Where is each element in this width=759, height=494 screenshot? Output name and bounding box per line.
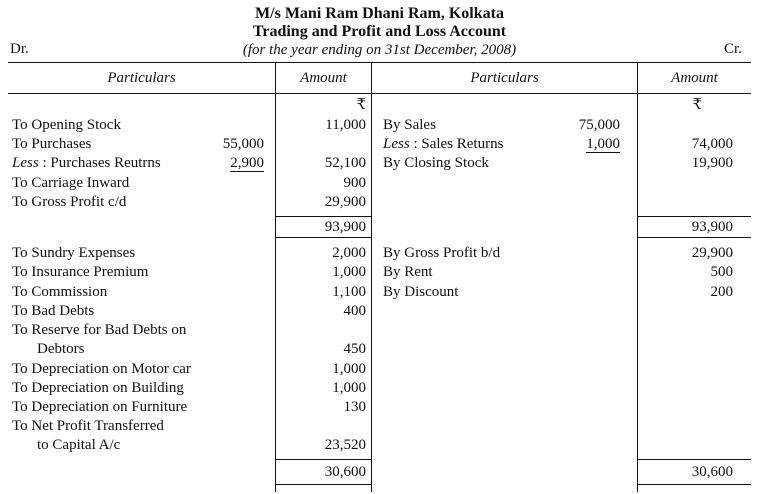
less-label: Less — [12, 155, 39, 171]
pl-debit-label: To Bad Debts — [12, 303, 95, 319]
pl-debit-label: To Insurance Premium — [12, 264, 149, 280]
trading-debit-label: To Gross Profit c/d — [12, 194, 127, 210]
currency-symbol-left: ₹ — [356, 97, 366, 113]
trading-total-rule-right — [638, 216, 751, 217]
pl-debit-label: To Sundry Expenses — [12, 245, 136, 261]
col-particulars-right: Particulars — [470, 70, 539, 86]
trading-credit-inner-amount: 1,000 — [586, 136, 620, 152]
pl-credit-amount: 29,900 — [691, 245, 733, 261]
pl-debit-label: To Depreciation on Furniture — [12, 399, 188, 415]
dr-label: Dr. — [10, 41, 29, 57]
pl-debit-amount: 1,000 — [332, 264, 366, 280]
pl-debit-label: To Depreciation on Building — [12, 380, 184, 396]
trading-credit-amount: 19,900 — [691, 155, 733, 171]
pl-credit-label: By Discount — [383, 284, 459, 300]
pl-debit-amount: 1,000 — [332, 380, 366, 396]
pl-credit-amount: 200 — [710, 284, 733, 300]
pl-debit-amount: 1,000 — [332, 361, 366, 377]
col-amount-left: Amount — [300, 70, 347, 86]
pl-total-rule-left — [276, 459, 371, 460]
pl-debit-label: To Reserve for Bad Debts on — [12, 322, 187, 338]
pl-debit-amount: 23,520 — [324, 437, 366, 453]
less-rest-label: : Sales Returns — [409, 136, 504, 152]
header-bottom-rule — [8, 93, 751, 94]
pl-total-credit: 30,600 — [691, 464, 733, 480]
trading-debit-label: To Carriage Inward — [12, 175, 130, 191]
pl-total-rule-right-bottom — [638, 484, 751, 485]
pl-total-rule-right — [638, 459, 751, 460]
trading-debit-label — [12, 154, 161, 173]
pl-debit-label: to Capital A/c — [37, 437, 121, 453]
trading-debit-label: To Purchases — [12, 136, 92, 152]
pl-credit-label: By Rent — [383, 264, 433, 280]
trading-credit-amount: 74,000 — [691, 136, 733, 152]
trading-debit-inner-amount: 2,900 — [230, 155, 264, 171]
firm-name: M/s Mani Ram Dhani Ram, Kolkata — [255, 5, 504, 22]
pl-credit-label: By Gross Profit b/d — [383, 245, 501, 261]
trading-credit-label — [383, 135, 503, 154]
trading-credit-inner-amount: 75,000 — [578, 117, 620, 133]
less-label: Less — [383, 136, 410, 152]
pl-debit-amount: 2,000 — [332, 245, 366, 261]
account-title: Trading and Profit and Loss Account — [252, 23, 507, 40]
less-rest-label: : Purchases Reutrns — [38, 155, 161, 171]
trading-debit-inner-amount: 55,000 — [222, 136, 264, 152]
currency-symbol-right: ₹ — [692, 97, 702, 113]
divider-center — [371, 62, 372, 492]
pl-debit-label: Debtors — [37, 341, 85, 357]
pl-total-debit: 30,600 — [324, 464, 366, 480]
pl-debit-label: To Net Profit Transferred — [12, 418, 164, 434]
trading-debit-amount: 900 — [343, 175, 366, 191]
pl-credit-amount: 500 — [710, 264, 733, 280]
trading-total-rule-left-bottom — [276, 237, 371, 238]
col-amount-right: Amount — [671, 70, 718, 86]
trading-debit-amount: 11,000 — [325, 117, 366, 133]
trading-debit-amount: 29,900 — [324, 194, 366, 210]
trading-debit-label: To Opening Stock — [12, 117, 121, 133]
trading-total-debit: 93,900 — [324, 219, 366, 235]
col-particulars-left: Particulars — [107, 70, 176, 86]
table-top-rule — [8, 62, 751, 63]
trading-credit-label: By Sales — [383, 117, 436, 133]
pl-debit-amount: 1,100 — [332, 284, 366, 300]
trading-credit-label: By Closing Stock — [383, 155, 489, 171]
pl-debit-label: To Depreciation on Motor car — [12, 361, 191, 377]
pl-debit-amount: 400 — [343, 303, 366, 319]
trading-total-rule-right-bottom — [638, 237, 751, 238]
pl-debit-amount: 450 — [343, 341, 366, 357]
pl-total-rule-left-bottom — [276, 484, 371, 485]
trading-total-credit: 93,900 — [691, 219, 733, 235]
account-period: (for the year ending on 31st December, 2008) — [242, 42, 517, 58]
trading-total-rule-left — [276, 216, 371, 217]
pl-debit-amount: 130 — [343, 399, 366, 415]
pl-debit-label: To Commission — [12, 284, 108, 300]
trading-debit-amount: 52,100 — [324, 155, 366, 171]
cr-label: Cr. — [724, 41, 742, 57]
